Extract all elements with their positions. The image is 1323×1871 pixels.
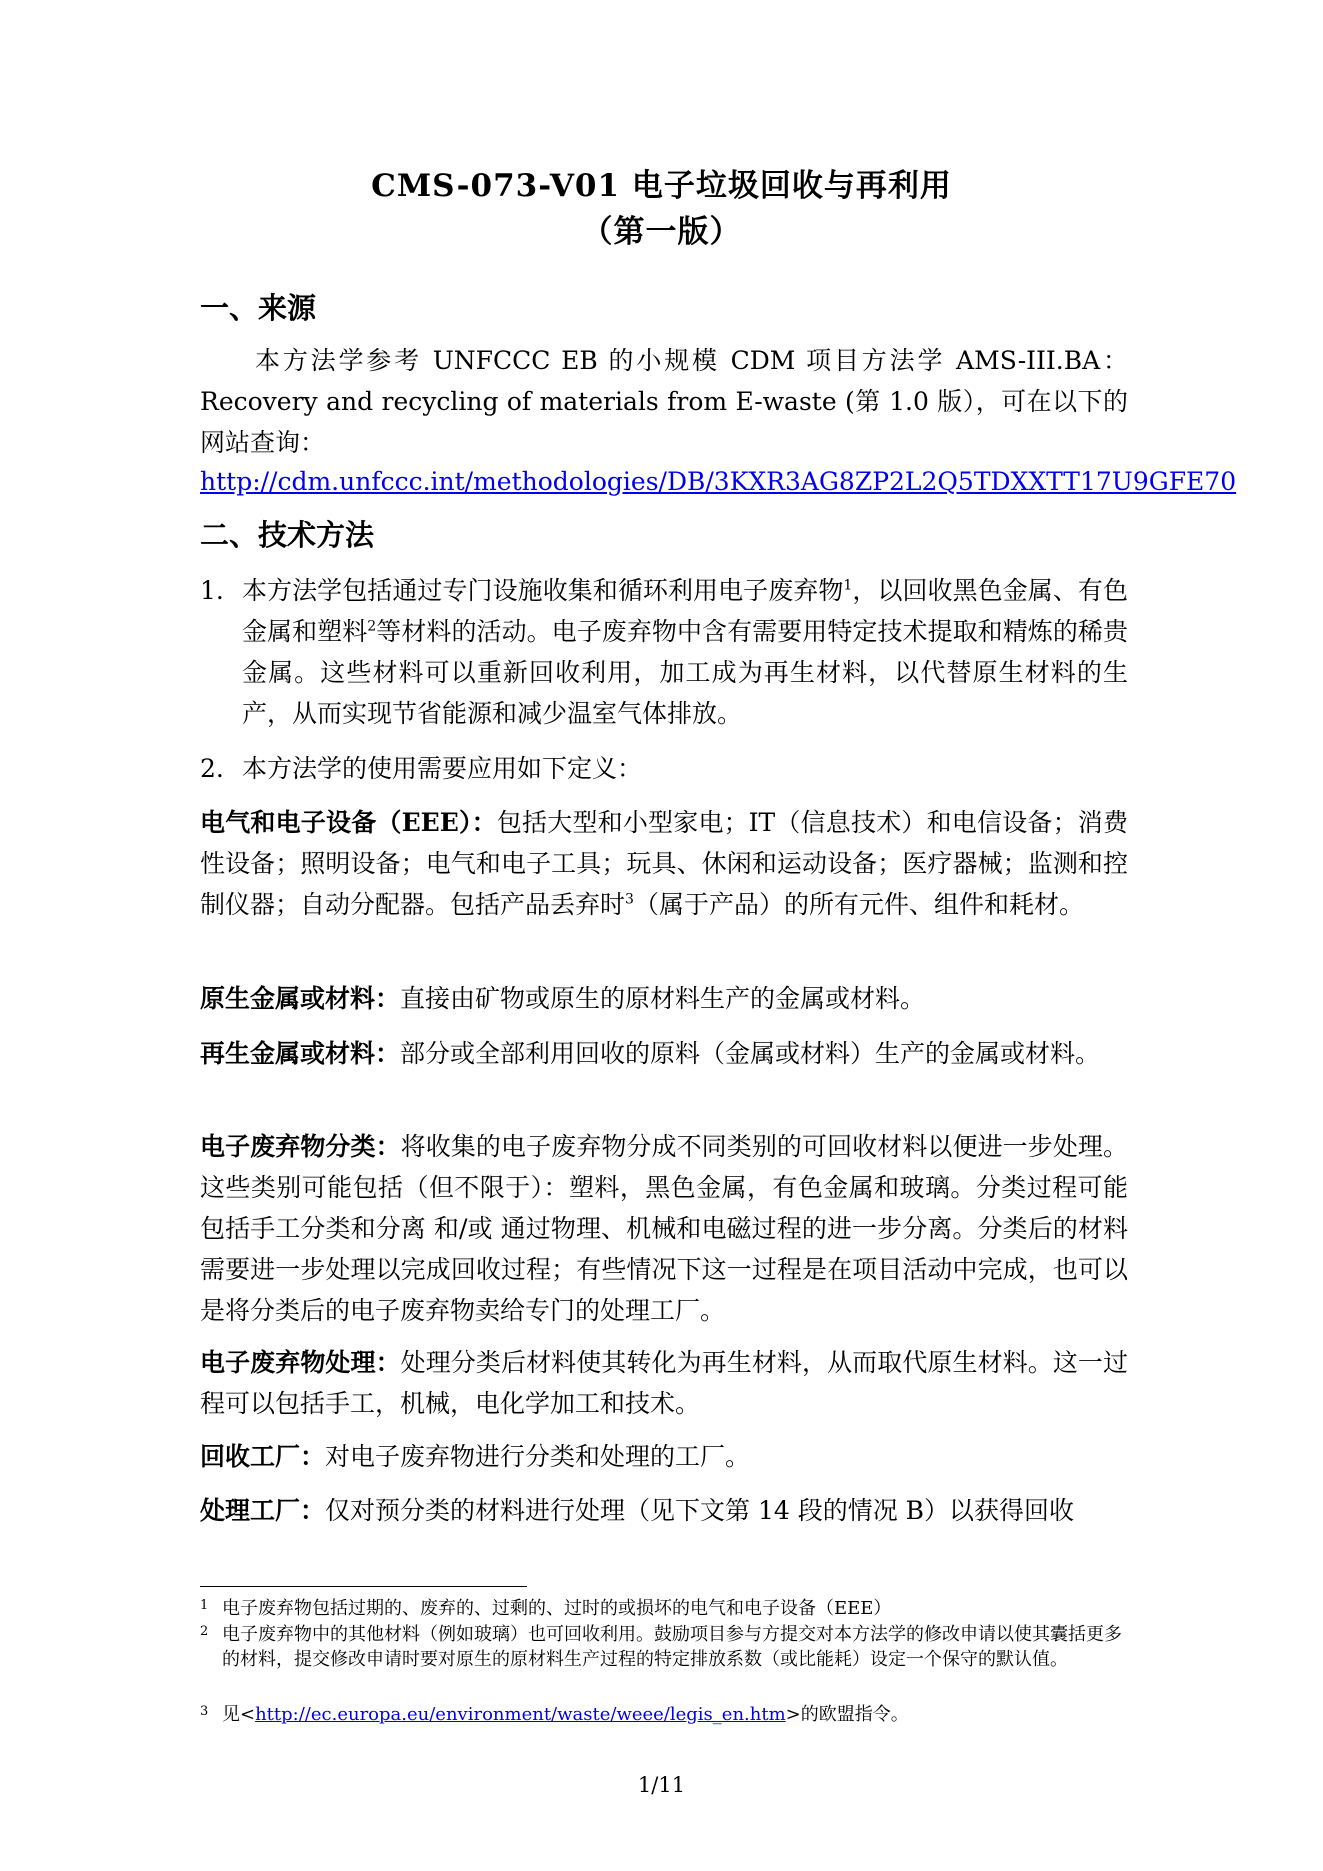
definition-term: 电子废弃物处理： [200, 1348, 401, 1377]
list-number-1: 1. [200, 576, 224, 605]
definition-term: 电气和电子设备（EEE）： [200, 808, 497, 837]
footnote-mark: 3 [200, 1704, 209, 1719]
definition-recovery-plant [200, 1436, 1128, 1477]
definition-recycled [200, 1033, 1128, 1074]
definition-processing [200, 1342, 1128, 1424]
page-number: 1/11 [637, 1773, 686, 1797]
footnote-suffix: >的欧盟指令。 [785, 1704, 909, 1725]
footnote-mark: 1 [200, 1598, 209, 1613]
source-paragraph: 本方法学参考 UNFCCC EB 的小规模 CDM 项目方法学 AMS-III.BA：Recovery and recycling of materials from E-waste (第 1.0 版），可在以下的网站查询： [200, 346, 1128, 457]
eu-directive-link[interactable]: http://ec.europa.eu/environment/waste/weee/legis_en.htm [255, 1704, 786, 1725]
definition-text: 仅对预分类的材料进行处理（见下文第 14 段的情况 B）以获得回收 [325, 1496, 1075, 1525]
footnote-ref-3[interactable]: 3 [625, 891, 634, 908]
definition-text-cont: （属于产品）的所有元件、组件和耗材。 [633, 890, 1084, 919]
footnote-prefix: 见< [222, 1704, 256, 1725]
footnote-text-row [222, 1702, 1128, 1727]
footnote-text: 电子废弃物包括过期的、废弃的、过剩的、过时的或损坏的电气和电子设备（EEE） [222, 1598, 892, 1619]
list-item-2: 本方法学的使用需要应用如下定义： [242, 754, 643, 783]
footnote-separator [200, 1586, 527, 1587]
definition-text: 对电子废弃物进行分类和处理的工厂。 [325, 1442, 751, 1471]
section-heading-method: 二、技术方法 [200, 518, 375, 552]
definition-term: 回收工厂： [200, 1442, 326, 1471]
item1-text-a: 本方法学包括通过专门设施收集和循环利用电子废弃物 [242, 576, 844, 605]
source-link-row [200, 461, 1237, 502]
definition-processing-plant [200, 1490, 1128, 1531]
definition-sorting [200, 1126, 1128, 1331]
definition-term: 原生金属或材料： [200, 984, 401, 1013]
methodology-link[interactable]: http://cdm.unfccc.int/methodologies/DB/3KXR3AG8ZP2L2Q5TDXXTT17U9GFE70 [200, 467, 1237, 496]
footnote-mark: 2 [200, 1624, 209, 1639]
item1-text-b: ，以回收黑色金属、有色金属和塑料 [242, 576, 1128, 646]
definition-text: 部分或全部利用回收的原料（金属或材料）生产的金属或材料。 [400, 1039, 1101, 1068]
definition-text: 包括大型和小型家电；IT（信息技术）和电信设备；消费性设备；照明设备；电气和电子工具；玩具、休闲和运动设备；医疗器械；监测和控制仪器；自动分配器。包括产品丢弃时 [200, 808, 1128, 919]
definition-text: 直接由矿物或原生的原材料生产的金属或材料。 [400, 984, 926, 1013]
section-heading-source: 一、来源 [200, 291, 317, 325]
item1-text-c: 等材料的活动。电子废弃物中含有需要用特定技术提取和精炼的稀贵金属。这些材料可以重新回收利用，加工成为再生材料，以代替原生材料的生产，从而实现节省能源和减少温室气体排放。 [242, 617, 1128, 728]
definition-text: 处理分类后材料使其转化为再生材料，从而取代原生材料。这一过程可以包括手工，机械，电化学加工和技术。 [200, 1348, 1128, 1418]
list-item-1 [242, 570, 1128, 734]
definition-eee [200, 802, 1128, 925]
definition-text: 将收集的电子废弃物分成不同类别的可回收材料以便进一步处理。这些类别可能包括（但不限于）：塑料，黑色金属，有色金属和玻璃。分类过程可能包括手工分类和分离 和/或 通过物理、机械和电磁过程的进一步分离。分类后的材料需要进一步处理以完成回收过程；有些情况下这一过程是在项目活动中完成，也可以是将分类后的电子废弃物卖给专门的处理工厂。 [200, 1132, 1128, 1325]
document-title: CMS-073-V01 电子垃圾回收与再利用 [371, 168, 952, 204]
footnote-ref-1[interactable]: 1 [843, 577, 853, 594]
footnote-text: 电子废弃物中的其他材料（例如玻璃）也可回收利用。鼓励项目参与方提交对本方法学的修改申请以使其囊括更多的材料，提交修改申请时要对原生的原材料生产过程的特定排放系数（或比能耗）设定一个保守的默认值。 [222, 1624, 1122, 1670]
definition-primary [200, 978, 1128, 1019]
footnote-ref-2[interactable]: 2 [367, 618, 377, 635]
definition-term: 处理工厂： [200, 1496, 326, 1525]
definition-term: 电子废弃物分类： [200, 1132, 401, 1161]
document-version: （第一版） [581, 214, 742, 250]
definition-term: 再生金属或材料： [200, 1039, 401, 1068]
list-number-2: 2. [200, 754, 224, 783]
